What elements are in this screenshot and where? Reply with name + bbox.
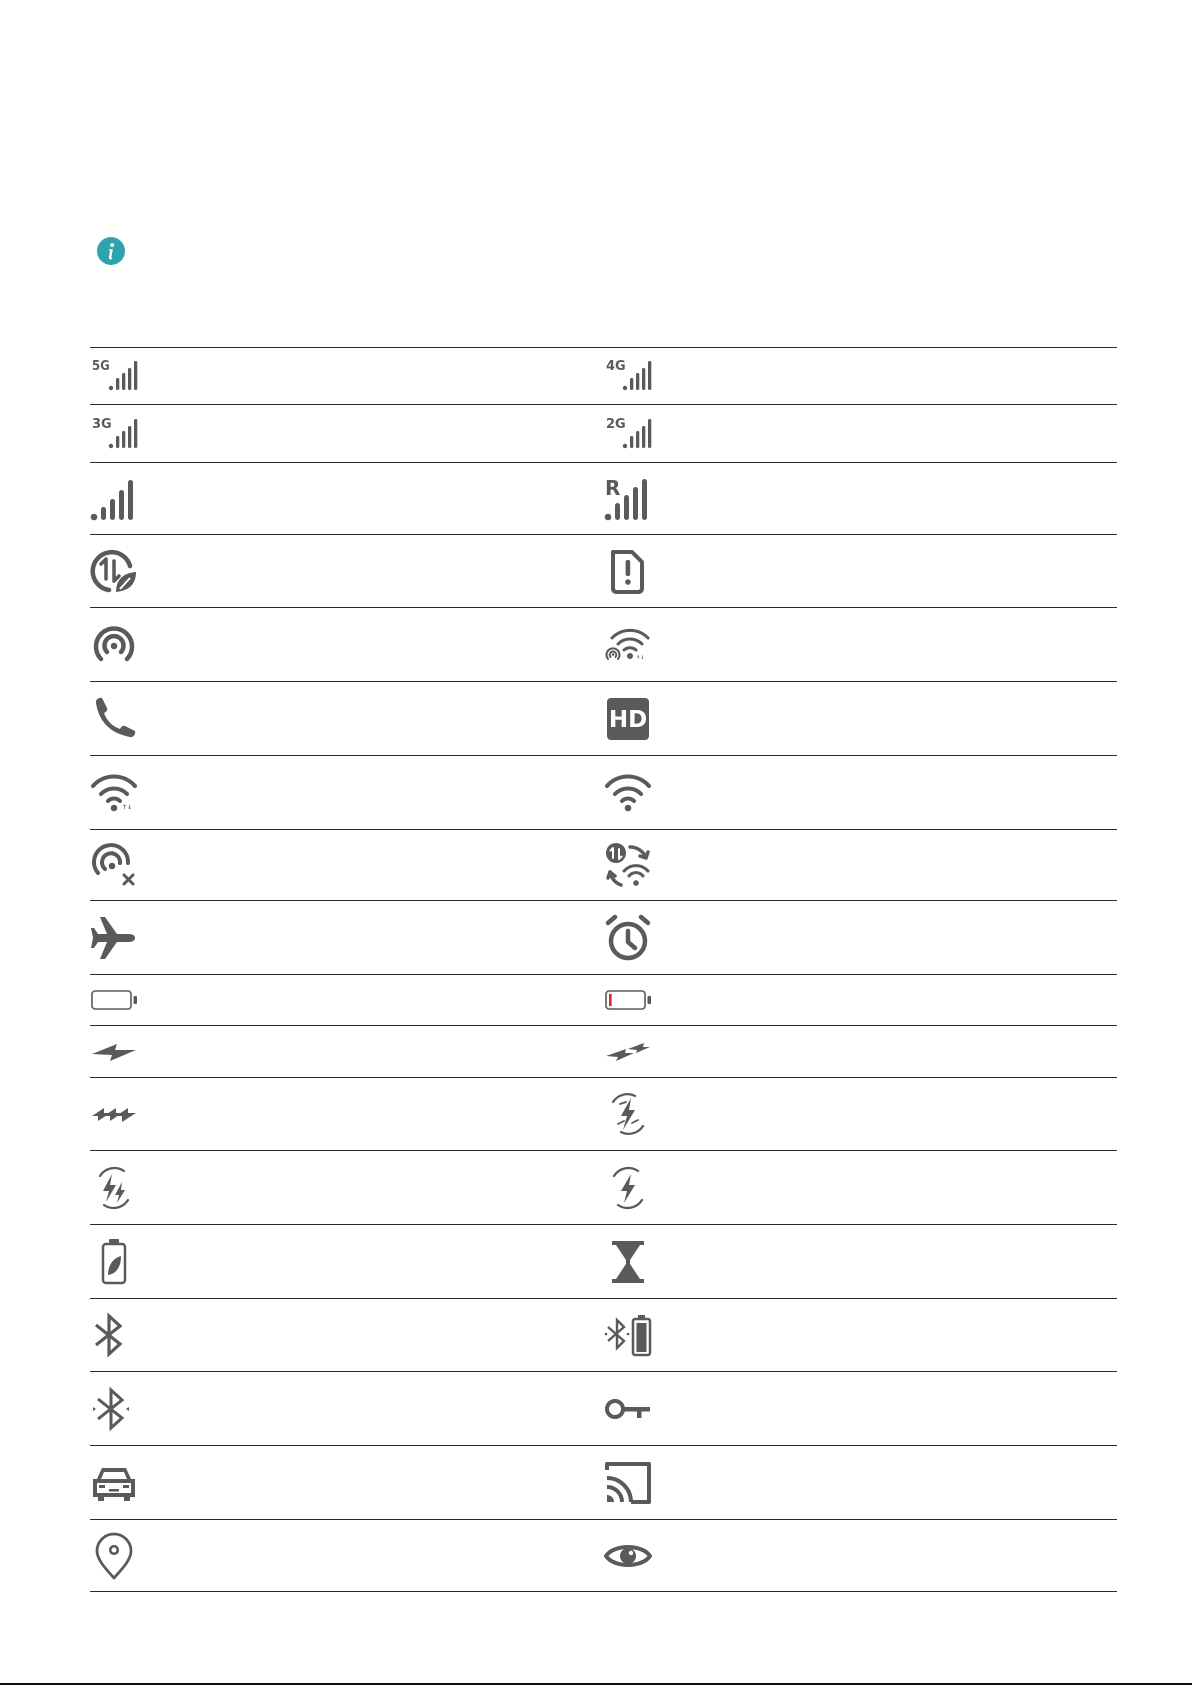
hd-voice-icon (604, 695, 652, 743)
table-cell (90, 348, 138, 404)
svg-text:R: R (605, 475, 621, 500)
table-row (90, 1519, 1117, 1592)
table-row (90, 974, 1117, 1025)
table-row (90, 1298, 1117, 1371)
table-cell (604, 348, 652, 404)
location-icon (90, 1532, 138, 1580)
alarm-icon (604, 914, 652, 962)
hotspot-connected-icon (604, 621, 652, 669)
table-cell (604, 1026, 652, 1077)
projection-icon (604, 1459, 652, 1507)
svg-text:↑↓: ↑↓ (122, 803, 133, 811)
signal-5g-icon (90, 352, 138, 400)
airplane-mode-icon (90, 914, 138, 962)
eye-comfort-icon (604, 1532, 652, 1580)
status-icon-table (90, 347, 1117, 1592)
table-cell (90, 463, 138, 534)
bluetooth-battery-icon (604, 1311, 652, 1359)
table-cell (90, 405, 138, 462)
battery-low-icon (604, 983, 652, 1017)
table-cell (604, 535, 652, 607)
table-cell (604, 608, 652, 681)
table-row (90, 829, 1117, 900)
table-cell (604, 756, 652, 829)
signal-4g-icon (604, 352, 652, 400)
table-cell (90, 1372, 138, 1445)
hotspot-disconnected-icon (90, 841, 138, 889)
svg-text:HD: HD (608, 706, 648, 733)
table-cell (90, 608, 138, 681)
wireless-quick-charging-icon (90, 1164, 138, 1212)
super-charging-icon (90, 1090, 138, 1138)
table-cell (90, 1520, 138, 1591)
battery-empty-icon (90, 983, 138, 1017)
driving-mode-icon (90, 1459, 138, 1507)
table-cell (604, 1520, 652, 1591)
table-cell (604, 682, 652, 755)
table-cell (90, 682, 138, 755)
table-cell (604, 830, 652, 900)
table-cell (604, 463, 652, 534)
table-cell (604, 1446, 652, 1519)
table-row (90, 534, 1117, 607)
signal-3g-icon (90, 410, 138, 458)
svg-text:3G: 3G (92, 416, 112, 432)
svg-text:2G: 2G (606, 416, 626, 432)
table-cell (604, 1078, 652, 1150)
quick-charging-icon (604, 1035, 652, 1069)
svg-text:↑↓: ↑↓ (636, 654, 645, 661)
table-cell (90, 975, 138, 1025)
signal-strength-icon (90, 475, 138, 523)
table-cell (604, 405, 652, 462)
table-row (90, 755, 1117, 829)
table-cell (90, 1026, 138, 1077)
table-cell (90, 901, 138, 974)
wireless-super-charging-icon (604, 1090, 652, 1138)
table-row (90, 1077, 1117, 1150)
table-row (90, 1445, 1117, 1519)
table-cell (90, 756, 138, 829)
data-saver-icon (90, 547, 138, 595)
power-saving-icon (90, 1238, 138, 1286)
table-row (90, 1025, 1117, 1077)
table-cell (90, 830, 138, 900)
table-row (90, 462, 1117, 534)
hourglass-icon (604, 1238, 652, 1286)
no-sim-icon (604, 547, 652, 595)
table-row (90, 347, 1117, 404)
hotspot-icon (90, 621, 138, 669)
table-cell (604, 1299, 652, 1371)
network-switch-icon (604, 841, 652, 889)
vpn-key-icon (604, 1385, 652, 1433)
table-row (90, 607, 1117, 681)
table-row (90, 1150, 1117, 1224)
table-cell (604, 1225, 652, 1298)
table-cell (90, 1151, 138, 1224)
table-cell (90, 535, 138, 607)
table-row (90, 404, 1117, 462)
phone-call-icon (90, 695, 138, 743)
table-row (90, 900, 1117, 974)
table-cell (604, 1372, 652, 1445)
bluetooth-icon (90, 1311, 138, 1359)
charging-icon (90, 1035, 138, 1069)
table-cell (604, 901, 652, 974)
info-icon (97, 237, 125, 265)
bluetooth-connected-icon (90, 1385, 138, 1433)
table-cell (90, 1299, 138, 1371)
table-cell (604, 1151, 652, 1224)
wifi-icon (604, 769, 652, 817)
table-cell (90, 1078, 138, 1150)
table-cell (90, 1225, 138, 1298)
roaming-icon (604, 475, 652, 523)
wireless-charging-icon (604, 1164, 652, 1212)
table-cell (90, 1446, 138, 1519)
table-cell (604, 975, 652, 1025)
svg-text:4G: 4G (606, 359, 626, 374)
table-row (90, 681, 1117, 755)
signal-2g-icon (604, 410, 652, 458)
table-row (90, 1371, 1117, 1445)
wifi-6-icon (90, 769, 138, 817)
table-row (90, 1224, 1117, 1298)
svg-text:5G: 5G (92, 359, 110, 374)
